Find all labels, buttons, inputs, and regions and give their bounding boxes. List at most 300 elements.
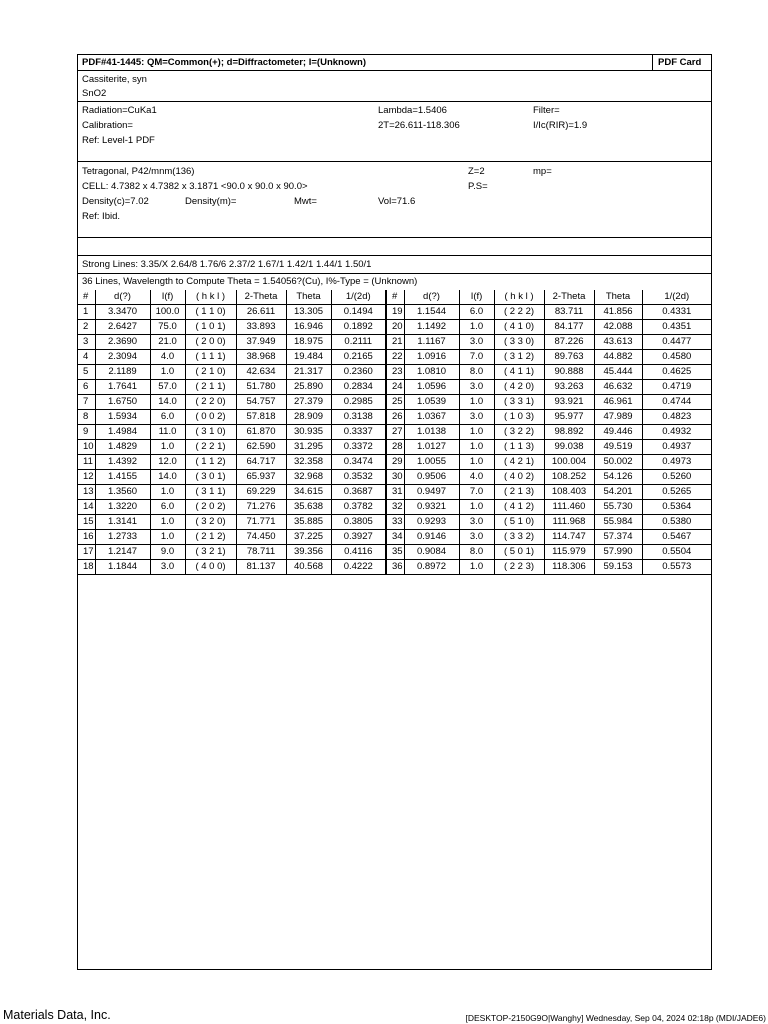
table-cell: 27 [386, 425, 404, 440]
table-cell: 1.0810 [404, 365, 459, 380]
table-cell: 1.4984 [95, 425, 150, 440]
table-cell: 40.568 [286, 560, 331, 575]
table-cell: 0.4719 [642, 380, 711, 395]
table-cell: ( 1 1 3) [494, 440, 544, 455]
table-cell: ( 4 0 0) [185, 560, 236, 575]
table-cell: 59.153 [594, 560, 642, 575]
table-cell: 84.177 [544, 320, 594, 335]
table-cell: 0.4973 [642, 455, 711, 470]
table-cell: 0.9321 [404, 500, 459, 515]
table-cell: 1.3141 [95, 515, 150, 530]
table-cell: 54.757 [236, 395, 286, 410]
table-cell: 1.4392 [95, 455, 150, 470]
table-cell: 0.2111 [331, 335, 386, 350]
table-cell: 93.921 [544, 395, 594, 410]
two-theta-range: 2T=26.611-118.306 [378, 120, 460, 131]
table-cell: 1.0 [150, 515, 185, 530]
table-cell: 1.0 [150, 365, 185, 380]
table-cell: ( 3 1 1) [185, 485, 236, 500]
col-header: Theta [594, 290, 642, 305]
table-cell: ( 2 1 1) [185, 380, 236, 395]
table-cell: 0.2165 [331, 350, 386, 365]
table-cell: 1.5934 [95, 410, 150, 425]
table-cell: ( 2 2 2) [494, 305, 544, 320]
col-header: I(f) [150, 290, 185, 305]
table-cell: 57.0 [150, 380, 185, 395]
table-cell: 0.5467 [642, 530, 711, 545]
table-cell: 87.226 [544, 335, 594, 350]
divider [78, 161, 711, 162]
table-cell: 83.711 [544, 305, 594, 320]
table-cell: ( 5 0 1) [494, 545, 544, 560]
table-cell: ( 4 2 1) [494, 455, 544, 470]
table-cell: 14.0 [150, 470, 185, 485]
table-cell: 19 [386, 305, 404, 320]
table-cell: 50.002 [594, 455, 642, 470]
table-cell: ( 4 1 2) [494, 500, 544, 515]
table-cell: ( 2 2 1) [185, 440, 236, 455]
table-cell: 100.004 [544, 455, 594, 470]
table-cell: 16.946 [286, 320, 331, 335]
table-cell: 0.4625 [642, 365, 711, 380]
table-cell: ( 1 1 1) [185, 350, 236, 365]
table-cell: ( 2 1 3) [494, 485, 544, 500]
table-cell: ( 3 1 0) [185, 425, 236, 440]
table-cell: 1.2147 [95, 545, 150, 560]
divider [78, 255, 711, 256]
table-cell: 98.892 [544, 425, 594, 440]
table-cell: ( 4 1 1) [494, 365, 544, 380]
table-cell: 57.818 [236, 410, 286, 425]
table-cell: 45.444 [594, 365, 642, 380]
table-cell: 93.263 [544, 380, 594, 395]
table-cell: 18.975 [286, 335, 331, 350]
table-cell: 7.0 [459, 350, 494, 365]
table-cell: 9.0 [150, 545, 185, 560]
card-title: PDF#41-1445: QM=Common(+); d=Diffractometer; I=(Unknown) [82, 57, 366, 68]
table-cell: 30 [386, 470, 404, 485]
table-cell: 12.0 [150, 455, 185, 470]
print-info: [DESKTOP-2150G9O|Wanghy] Wednesday, Sep 04, 2024 02:18p (MDI/JADE6) [465, 1013, 766, 1023]
table-cell: 0.5265 [642, 485, 711, 500]
radiation-text: Radiation=CuKa1 [82, 105, 157, 116]
table-cell: ( 2 2 0) [185, 395, 236, 410]
table-cell: 2.1189 [95, 365, 150, 380]
table-cell: 1.0367 [404, 410, 459, 425]
table-cell: ( 2 1 0) [185, 365, 236, 380]
table-cell: 1.4829 [95, 440, 150, 455]
table-cell: 24 [386, 380, 404, 395]
density-calc: Density(c)=7.02 [82, 196, 149, 207]
table-cell: ( 3 3 0) [494, 335, 544, 350]
table-cell: 0.3687 [331, 485, 386, 500]
table-cell: 99.038 [544, 440, 594, 455]
table-cell: 32.968 [286, 470, 331, 485]
table-cell: 46.961 [594, 395, 642, 410]
table-cell: 0.4932 [642, 425, 711, 440]
table-cell: 0.5380 [642, 515, 711, 530]
table-cell: 1.0127 [404, 440, 459, 455]
table-cell: 78.711 [236, 545, 286, 560]
table-row [78, 470, 711, 485]
material-formula: SnO2 [82, 88, 107, 99]
table-cell: 1.0916 [404, 350, 459, 365]
table-row [78, 365, 711, 380]
table-cell: 0.9506 [404, 470, 459, 485]
table-cell: 0.3474 [331, 455, 386, 470]
table-cell: ( 1 1 0) [185, 305, 236, 320]
col-header: Theta [286, 290, 331, 305]
table-cell: 0.1892 [331, 320, 386, 335]
col-header: d(?) [95, 290, 150, 305]
table-cell: 3.0 [459, 335, 494, 350]
table-row [78, 305, 711, 320]
table-cell: 3.0 [150, 560, 185, 575]
table-cell: 1.1544 [404, 305, 459, 320]
table-row [78, 500, 711, 515]
table-cell: 31.295 [286, 440, 331, 455]
table-cell: 14 [78, 500, 95, 515]
table-cell: 2.6427 [95, 320, 150, 335]
crystal-system: Tetragonal, P42/mnm(136) [82, 166, 195, 177]
table-row [78, 485, 711, 500]
table-cell: 1.0 [459, 455, 494, 470]
table-cell: 62.590 [236, 440, 286, 455]
divider [78, 101, 711, 102]
table-cell: 1.1167 [404, 335, 459, 350]
table-cell: 1.3220 [95, 500, 150, 515]
table-cell: 13.305 [286, 305, 331, 320]
table-cell: 61.870 [236, 425, 286, 440]
table-cell: 1.0 [459, 560, 494, 575]
table-cell: 33 [386, 515, 404, 530]
table-cell: 0.4116 [331, 545, 386, 560]
table-cell: 49.519 [594, 440, 642, 455]
table-cell: 16 [78, 530, 95, 545]
table-cell: 44.882 [594, 350, 642, 365]
table-cell: 111.968 [544, 515, 594, 530]
table-cell: 32.358 [286, 455, 331, 470]
table-cell: 1.0 [459, 425, 494, 440]
table-cell: 47.989 [594, 410, 642, 425]
table-cell: 4.0 [459, 470, 494, 485]
table-cell: 71.771 [236, 515, 286, 530]
table-cell: 0.9084 [404, 545, 459, 560]
molecular-weight: Mwt= [294, 196, 317, 207]
table-cell: 1.0 [459, 500, 494, 515]
table-cell: 12 [78, 470, 95, 485]
table-cell: 2.3690 [95, 335, 150, 350]
table-cell: 15 [78, 515, 95, 530]
table-row [78, 560, 711, 575]
table-cell: 1.1492 [404, 320, 459, 335]
material-name: Cassiterite, syn [82, 74, 147, 85]
table-cell: 33.893 [236, 320, 286, 335]
table-cell: 3.0 [459, 380, 494, 395]
table-row [78, 455, 711, 470]
table-cell: ( 3 0 1) [185, 470, 236, 485]
table-cell: 35.885 [286, 515, 331, 530]
cell-parameters: CELL: 4.7382 x 4.7382 x 3.1871 <90.0 x 90.0 x 90.0> [82, 181, 308, 192]
table-cell: 29 [386, 455, 404, 470]
table-cell: 69.229 [236, 485, 286, 500]
table-cell: 1.0539 [404, 395, 459, 410]
table-cell: 74.450 [236, 530, 286, 545]
table-cell: 114.747 [544, 530, 594, 545]
table-cell: 81.137 [236, 560, 286, 575]
strong-lines: Strong Lines: 3.35/X 2.64/8 1.76/6 2.37/2 1.67/1 1.42/1 1.44/1 1.50/1 [82, 259, 372, 270]
table-cell: 0.2985 [331, 395, 386, 410]
table-cell: 0.4744 [642, 395, 711, 410]
table-cell: ( 1 0 1) [185, 320, 236, 335]
table-cell: 89.763 [544, 350, 594, 365]
table-cell: 57.990 [594, 545, 642, 560]
table-cell: 49.446 [594, 425, 642, 440]
col-header: 1/(2d) [331, 290, 386, 305]
table-cell: 4 [78, 350, 95, 365]
table-cell: 1.4155 [95, 470, 150, 485]
table-cell: 64.717 [236, 455, 286, 470]
table-cell: ( 3 1 2) [494, 350, 544, 365]
table-cell: 0.5260 [642, 470, 711, 485]
table-cell: ( 4 1 0) [494, 320, 544, 335]
table-row [78, 395, 711, 410]
table-row [78, 530, 711, 545]
table-cell: 35.638 [286, 500, 331, 515]
table-cell: 31 [386, 485, 404, 500]
table-cell: 1.1844 [95, 560, 150, 575]
table-cell: 1.0 [150, 530, 185, 545]
table-cell: 0.5364 [642, 500, 711, 515]
table-cell: 1.0 [459, 320, 494, 335]
table-header-row [78, 290, 711, 305]
table-row [78, 350, 711, 365]
table-cell: 0.2834 [331, 380, 386, 395]
table-cell: 108.252 [544, 470, 594, 485]
table-cell: ( 2 2 3) [494, 560, 544, 575]
table-cell: 3.0 [459, 515, 494, 530]
table-row [78, 320, 711, 335]
company-name: Materials Data, Inc. [3, 1008, 111, 1022]
table-cell: 3.3470 [95, 305, 150, 320]
table-cell: 95.977 [544, 410, 594, 425]
table-cell: 37.949 [236, 335, 286, 350]
table-cell: 2 [78, 320, 95, 335]
table-cell: 8 [78, 410, 95, 425]
table-cell: 10 [78, 440, 95, 455]
table-row [78, 380, 711, 395]
table-cell: 0.5504 [642, 545, 711, 560]
table-cell: 32 [386, 500, 404, 515]
table-cell: 28 [386, 440, 404, 455]
table-cell: ( 2 0 2) [185, 500, 236, 515]
table-cell: ( 3 3 2) [494, 530, 544, 545]
table-cell: 20 [386, 320, 404, 335]
table-cell: 38.968 [236, 350, 286, 365]
table-cell: 0.3337 [331, 425, 386, 440]
table-cell: 39.356 [286, 545, 331, 560]
col-header: ( h k l ) [494, 290, 544, 305]
table-cell: 5 [78, 365, 95, 380]
col-header: # [78, 290, 95, 305]
table-cell: 13 [78, 485, 95, 500]
table-row [78, 545, 711, 560]
table-cell: 22 [386, 350, 404, 365]
table-cell: 111.460 [544, 500, 594, 515]
radiation-ref: Ref: Level-1 PDF [82, 135, 155, 146]
divider [78, 273, 711, 274]
table-cell: 6.0 [150, 410, 185, 425]
table-cell: 0.3927 [331, 530, 386, 545]
table-cell: 3.0 [459, 530, 494, 545]
table-cell: 0.3372 [331, 440, 386, 455]
table-cell: 90.888 [544, 365, 594, 380]
table-cell: 42.088 [594, 320, 642, 335]
table-cell: 0.4331 [642, 305, 711, 320]
table-cell: 1.0 [150, 485, 185, 500]
table-cell: 19.484 [286, 350, 331, 365]
table-cell: ( 4 2 0) [494, 380, 544, 395]
table-cell: 18 [78, 560, 95, 575]
table-cell: 0.3782 [331, 500, 386, 515]
table-cell: 1.2733 [95, 530, 150, 545]
lines-info: 36 Lines, Wavelength to Compute Theta = 1.54056?(Cu), I%-Type = (Unknown) [82, 276, 418, 287]
table-cell: 0.2360 [331, 365, 386, 380]
table-cell: 0.3805 [331, 515, 386, 530]
table-cell: 46.632 [594, 380, 642, 395]
table-cell: 42.634 [236, 365, 286, 380]
filter-text: Filter= [533, 105, 560, 116]
table-cell: 8.0 [459, 365, 494, 380]
table-cell: 0.4351 [642, 320, 711, 335]
table-cell: 7.0 [459, 485, 494, 500]
divider [78, 237, 711, 238]
table-cell: 8.0 [459, 545, 494, 560]
table-cell: ( 2 0 0) [185, 335, 236, 350]
table-cell: 34.615 [286, 485, 331, 500]
table-cell: 26.611 [236, 305, 286, 320]
table-cell: 108.403 [544, 485, 594, 500]
table-cell: 65.937 [236, 470, 286, 485]
table-cell: 25.890 [286, 380, 331, 395]
table-cell: 100.0 [150, 305, 185, 320]
table-cell: 17 [78, 545, 95, 560]
table-cell: 3 [78, 335, 95, 350]
table-cell: ( 3 2 2) [494, 425, 544, 440]
table-cell: 0.3138 [331, 410, 386, 425]
table-cell: 51.780 [236, 380, 286, 395]
table-cell: 6.0 [150, 500, 185, 515]
calibration-text: Calibration= [82, 120, 133, 131]
table-cell: 1.6750 [95, 395, 150, 410]
table-cell: 2.3094 [95, 350, 150, 365]
z-value: Z=2 [468, 166, 485, 177]
table-cell: 43.613 [594, 335, 642, 350]
table-cell: 57.374 [594, 530, 642, 545]
table-cell: 27.379 [286, 395, 331, 410]
table-cell: 0.4477 [642, 335, 711, 350]
table-cell: 7 [78, 395, 95, 410]
table-cell: ( 2 1 2) [185, 530, 236, 545]
table-cell: 1.0 [150, 440, 185, 455]
table-cell: 55.984 [594, 515, 642, 530]
table-row [78, 410, 711, 425]
table-cell: ( 3 2 0) [185, 515, 236, 530]
table-cell: 54.126 [594, 470, 642, 485]
table-cell: 0.4222 [331, 560, 386, 575]
table-row [78, 335, 711, 350]
cell-volume: Vol=71.6 [378, 196, 416, 207]
pdf-card [77, 54, 712, 970]
col-header: # [386, 290, 404, 305]
table-cell: 0.9146 [404, 530, 459, 545]
table-cell: 1.0055 [404, 455, 459, 470]
table-cell: 37.225 [286, 530, 331, 545]
peak-table [78, 290, 711, 575]
table-cell: 0.4937 [642, 440, 711, 455]
table-cell: 9 [78, 425, 95, 440]
table-cell: 0.3532 [331, 470, 386, 485]
crystal-ref: Ref: Ibid. [82, 211, 121, 222]
table-cell: 1.7641 [95, 380, 150, 395]
table-cell: 0.9497 [404, 485, 459, 500]
table-cell: 1.0 [459, 395, 494, 410]
table-cell: 0.8972 [404, 560, 459, 575]
table-cell: 23 [386, 365, 404, 380]
table-cell: 30.935 [286, 425, 331, 440]
table-cell: 1.0 [459, 440, 494, 455]
table-cell: 115.979 [544, 545, 594, 560]
table-cell: 0.9293 [404, 515, 459, 530]
table-cell: 26 [386, 410, 404, 425]
card-header [78, 55, 711, 71]
table-cell: ( 3 2 1) [185, 545, 236, 560]
table-cell: 36 [386, 560, 404, 575]
table-cell: 6 [78, 380, 95, 395]
table-cell: 1 [78, 305, 95, 320]
table-cell: 21.0 [150, 335, 185, 350]
table-row [78, 515, 711, 530]
table-cell: ( 5 1 0) [494, 515, 544, 530]
pearson-symbol: P.S= [468, 181, 488, 192]
table-cell: 1.0138 [404, 425, 459, 440]
table-cell: 35 [386, 545, 404, 560]
table-cell: 118.306 [544, 560, 594, 575]
table-cell: 34 [386, 530, 404, 545]
table-cell: 21.317 [286, 365, 331, 380]
table-cell: 3.0 [459, 410, 494, 425]
table-cell: 6.0 [459, 305, 494, 320]
i-ic-rir: I/Ic(RIR)=1.9 [533, 120, 588, 131]
table-row [78, 425, 711, 440]
col-header: d(?) [404, 290, 459, 305]
table-cell: 25 [386, 395, 404, 410]
table-cell: 1.0596 [404, 380, 459, 395]
col-header: ( h k l ) [185, 290, 236, 305]
table-cell: 0.4823 [642, 410, 711, 425]
table-cell: ( 4 0 2) [494, 470, 544, 485]
col-header: 2-Theta [236, 290, 286, 305]
table-cell: 55.730 [594, 500, 642, 515]
table-cell: 0.4580 [642, 350, 711, 365]
table-cell: 54.201 [594, 485, 642, 500]
mp-value: mp= [533, 166, 552, 177]
col-header: 2-Theta [544, 290, 594, 305]
pdf-card-tag: PDF Card [652, 55, 712, 70]
lambda-text: Lambda=1.5406 [378, 105, 447, 116]
table-cell: ( 1 0 3) [494, 410, 544, 425]
table-cell: ( 1 1 2) [185, 455, 236, 470]
